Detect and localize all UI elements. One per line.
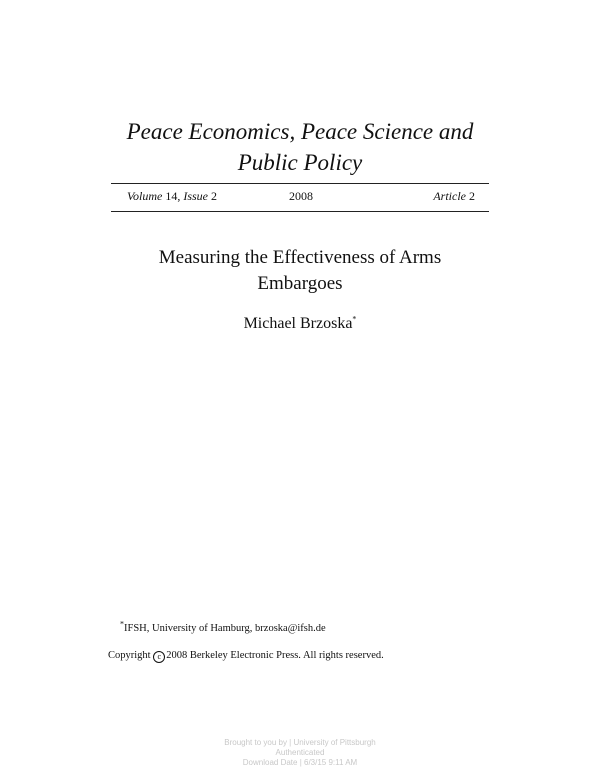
- article-value: 2: [469, 189, 475, 203]
- copyright-text: 2008 Berkeley Electronic Press. All rights reserved.: [166, 650, 384, 661]
- author-footnote-mark: *: [352, 314, 357, 324]
- article-title-line-2: Embargoes: [257, 273, 343, 294]
- footnote: [120, 619, 326, 636]
- issue-number: 2: [211, 189, 217, 203]
- volume-label: Volume: [127, 189, 163, 203]
- watermark-line-3: Download Date | 6/3/15 9:11 AM: [242, 758, 358, 767]
- copyright: Copyright c 2008 Berkeley Electronic Press. All rights reserved.: [108, 650, 384, 661]
- author-name: Michael Brzoska: [243, 315, 353, 332]
- issue-year: 2008: [289, 189, 313, 203]
- watermark-line-2: Authenticated: [275, 748, 325, 757]
- issue-label: Issue: [183, 189, 208, 203]
- article-title-line-1: Measuring the Effectiveness of Arms: [158, 247, 442, 268]
- author: [0, 313, 600, 335]
- journal-title-line-1: Peace Economics, Peace Science and: [126, 119, 474, 144]
- article-label: Article: [433, 189, 466, 203]
- footnote-mark: *: [120, 619, 124, 629]
- watermark-line-1: Brought to you by | University of Pittsburgh: [224, 738, 376, 747]
- footnote-text: IFSH, University of Hamburg, brzoska@ifsh.de: [124, 623, 326, 634]
- copyright-symbol: c: [153, 651, 165, 663]
- journal-title-line-2: Public Policy: [237, 150, 363, 175]
- issue-info-row: [111, 186, 489, 206]
- volume-number: 14,: [165, 189, 181, 203]
- journal-title: [0, 116, 600, 178]
- article-number: [433, 186, 475, 206]
- article-title: [0, 245, 600, 297]
- download-watermark: [0, 738, 600, 768]
- header-top-rule: [111, 183, 489, 184]
- header-bottom-rule: [111, 211, 489, 212]
- volume-issue: [127, 186, 217, 206]
